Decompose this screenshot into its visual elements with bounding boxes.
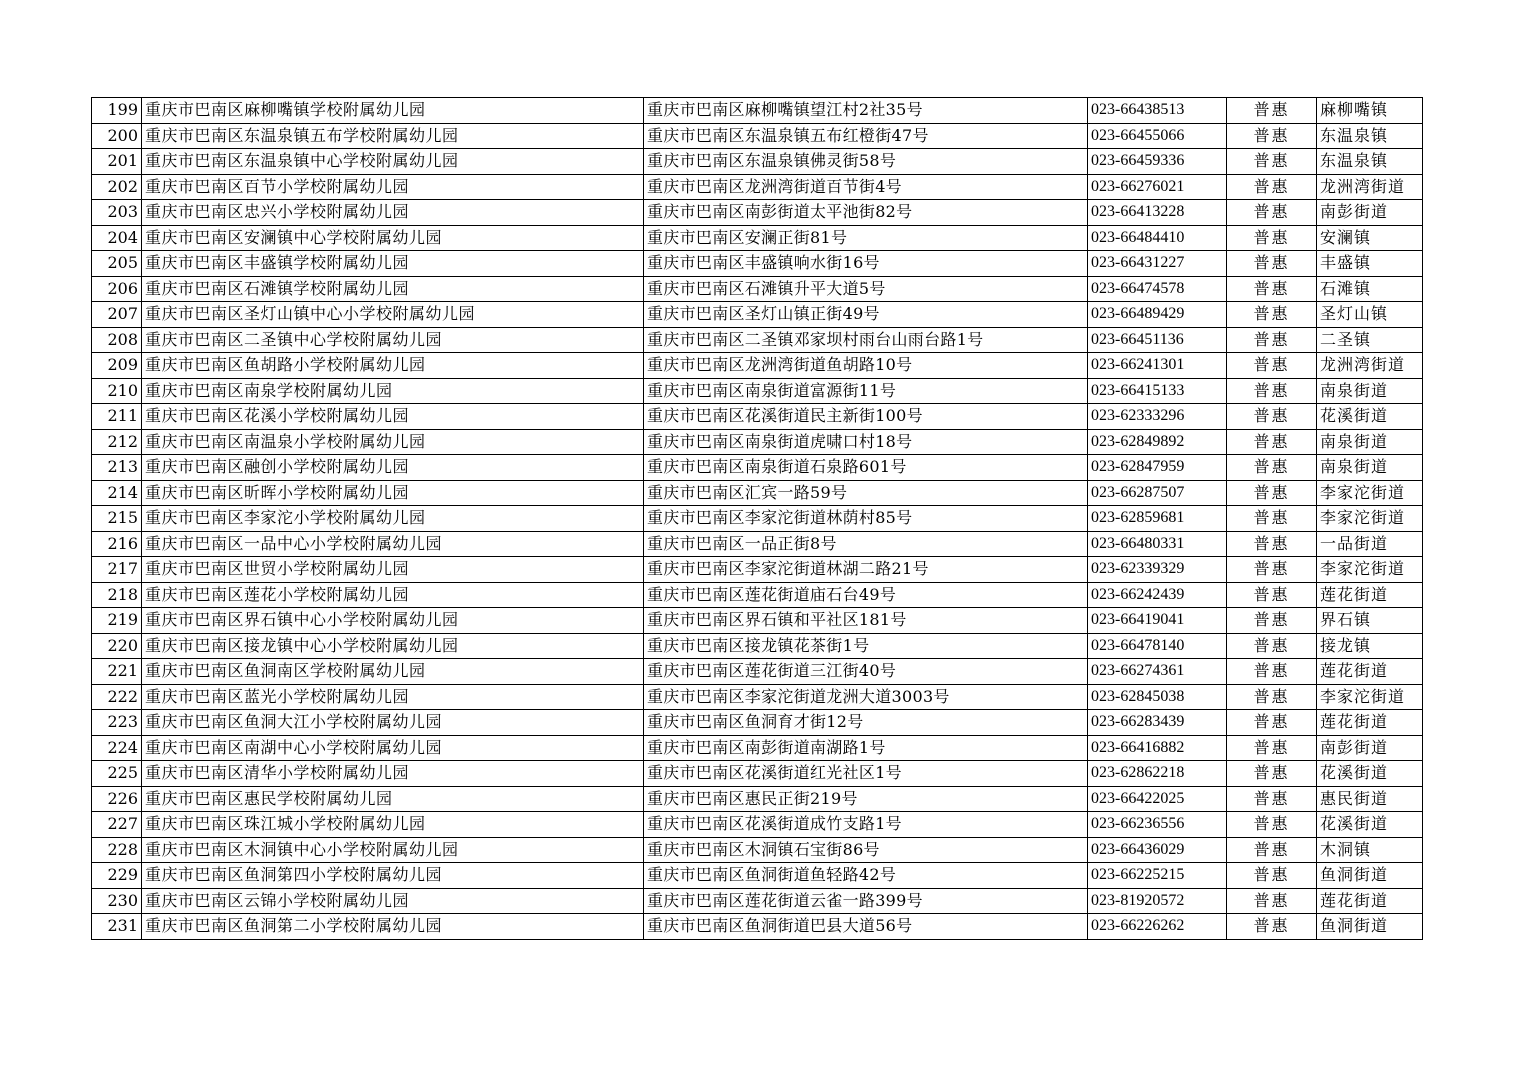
row-number-cell: 213 — [92, 455, 142, 481]
table-row — [92, 684, 1423, 710]
kindergarten-name-cell: 重庆市巴南区世贸小学校附属幼儿园 — [142, 557, 644, 583]
type-cell: 普惠 — [1227, 123, 1317, 149]
phone-cell: 023-66484410 — [1088, 225, 1227, 251]
phone-cell: 023-62849892 — [1088, 429, 1227, 455]
street-cell: 南泉街道 — [1317, 455, 1423, 481]
table-row — [92, 582, 1423, 608]
row-number-cell: 229 — [92, 863, 142, 889]
kindergarten-name-cell: 重庆市巴南区莲花小学校附属幼儿园 — [142, 582, 644, 608]
address-cell: 重庆市巴南区圣灯山镇正街49号 — [644, 302, 1088, 328]
address-cell: 重庆市巴南区鱼洞育才街12号 — [644, 710, 1088, 736]
table-row — [92, 633, 1423, 659]
type-cell: 普惠 — [1227, 302, 1317, 328]
kindergarten-name-cell: 重庆市巴南区一品中心小学校附属幼儿园 — [142, 531, 644, 557]
row-number-cell: 219 — [92, 608, 142, 634]
type-cell: 普惠 — [1227, 659, 1317, 685]
type-cell: 普惠 — [1227, 761, 1317, 787]
phone-cell: 023-66419041 — [1088, 608, 1227, 634]
phone-cell: 023-62862218 — [1088, 761, 1227, 787]
phone-cell: 023-66274361 — [1088, 659, 1227, 685]
type-cell: 普惠 — [1227, 98, 1317, 124]
phone-cell: 023-66480331 — [1088, 531, 1227, 557]
type-cell: 普惠 — [1227, 888, 1317, 914]
street-cell: 花溪街道 — [1317, 812, 1423, 838]
address-cell: 重庆市巴南区莲花街道云雀一路399号 — [644, 888, 1088, 914]
row-number-cell: 216 — [92, 531, 142, 557]
address-cell: 重庆市巴南区李家沱街道林湖二路21号 — [644, 557, 1088, 583]
table-row — [92, 98, 1423, 124]
table-row — [92, 378, 1423, 404]
phone-cell: 023-66416882 — [1088, 735, 1227, 761]
type-cell: 普惠 — [1227, 735, 1317, 761]
phone-cell: 023-66283439 — [1088, 710, 1227, 736]
street-cell: 南彭街道 — [1317, 200, 1423, 226]
address-cell: 重庆市巴南区南彭街道南湖路1号 — [644, 735, 1088, 761]
phone-cell: 023-66226262 — [1088, 914, 1227, 940]
table-row — [92, 531, 1423, 557]
row-number-cell: 224 — [92, 735, 142, 761]
address-cell: 重庆市巴南区丰盛镇响水街16号 — [644, 251, 1088, 277]
address-cell: 重庆市巴南区安澜正街81号 — [644, 225, 1088, 251]
type-cell: 普惠 — [1227, 149, 1317, 175]
row-number-cell: 231 — [92, 914, 142, 940]
table-row — [92, 761, 1423, 787]
type-cell: 普惠 — [1227, 557, 1317, 583]
kindergarten-name-cell: 重庆市巴南区融创小学校附属幼儿园 — [142, 455, 644, 481]
kindergarten-name-cell: 重庆市巴南区花溪小学校附属幼儿园 — [142, 404, 644, 430]
street-cell: 鱼洞街道 — [1317, 914, 1423, 940]
table-row — [92, 710, 1423, 736]
address-cell: 重庆市巴南区龙洲湾街道百节街4号 — [644, 174, 1088, 200]
address-cell: 重庆市巴南区南泉街道富源街11号 — [644, 378, 1088, 404]
table-row — [92, 914, 1423, 940]
table-row — [92, 174, 1423, 200]
street-cell: 李家沱街道 — [1317, 557, 1423, 583]
phone-cell: 023-66451136 — [1088, 327, 1227, 353]
street-cell: 圣灯山镇 — [1317, 302, 1423, 328]
table-row — [92, 404, 1423, 430]
table-row — [92, 251, 1423, 277]
street-cell: 石滩镇 — [1317, 276, 1423, 302]
type-cell: 普惠 — [1227, 251, 1317, 277]
address-cell: 重庆市巴南区接龙镇花茶街1号 — [644, 633, 1088, 659]
type-cell: 普惠 — [1227, 225, 1317, 251]
phone-cell: 023-66287507 — [1088, 480, 1227, 506]
type-cell: 普惠 — [1227, 276, 1317, 302]
phone-cell: 023-66422025 — [1088, 786, 1227, 812]
row-number-cell: 223 — [92, 710, 142, 736]
row-number-cell: 221 — [92, 659, 142, 685]
phone-cell: 023-66438513 — [1088, 98, 1227, 124]
row-number-cell: 225 — [92, 761, 142, 787]
address-cell: 重庆市巴南区花溪街道红光社区1号 — [644, 761, 1088, 787]
phone-cell: 023-66236556 — [1088, 812, 1227, 838]
street-cell: 花溪街道 — [1317, 761, 1423, 787]
table-row — [92, 123, 1423, 149]
address-cell: 重庆市巴南区东温泉镇佛灵街58号 — [644, 149, 1088, 175]
street-cell: 莲花街道 — [1317, 710, 1423, 736]
address-cell: 重庆市巴南区鱼洞街道鱼轻路42号 — [644, 863, 1088, 889]
type-cell: 普惠 — [1227, 812, 1317, 838]
table-row — [92, 863, 1423, 889]
table-row — [92, 302, 1423, 328]
row-number-cell: 211 — [92, 404, 142, 430]
row-number-cell: 228 — [92, 837, 142, 863]
table-row — [92, 557, 1423, 583]
address-cell: 重庆市巴南区一品正街8号 — [644, 531, 1088, 557]
kindergarten-name-cell: 重庆市巴南区蓝光小学校附属幼儿园 — [142, 684, 644, 710]
type-cell: 普惠 — [1227, 837, 1317, 863]
address-cell: 重庆市巴南区南彭街道太平池街82号 — [644, 200, 1088, 226]
address-cell: 重庆市巴南区莲花街道三江街40号 — [644, 659, 1088, 685]
table-row — [92, 353, 1423, 379]
table-row — [92, 225, 1423, 251]
kindergarten-name-cell: 重庆市巴南区麻柳嘴镇学校附属幼儿园 — [142, 98, 644, 124]
street-cell: 南彭街道 — [1317, 735, 1423, 761]
kindergarten-name-cell: 重庆市巴南区接龙镇中心小学校附属幼儿园 — [142, 633, 644, 659]
street-cell: 木洞镇 — [1317, 837, 1423, 863]
row-number-cell: 206 — [92, 276, 142, 302]
kindergarten-name-cell: 重庆市巴南区李家沱小学校附属幼儿园 — [142, 506, 644, 532]
address-cell: 重庆市巴南区南泉街道石泉路601号 — [644, 455, 1088, 481]
phone-cell: 023-62847959 — [1088, 455, 1227, 481]
phone-cell: 023-66459336 — [1088, 149, 1227, 175]
type-cell: 普惠 — [1227, 174, 1317, 200]
row-number-cell: 222 — [92, 684, 142, 710]
street-cell: 麻柳嘴镇 — [1317, 98, 1423, 124]
row-number-cell: 226 — [92, 786, 142, 812]
table-row — [92, 506, 1423, 532]
row-number-cell: 227 — [92, 812, 142, 838]
street-cell: 界石镇 — [1317, 608, 1423, 634]
address-cell: 重庆市巴南区龙洲湾街道鱼胡路10号 — [644, 353, 1088, 379]
phone-cell: 023-66474578 — [1088, 276, 1227, 302]
kindergarten-name-cell: 重庆市巴南区东温泉镇中心学校附属幼儿园 — [142, 149, 644, 175]
kindergarten-name-cell: 重庆市巴南区惠民学校附属幼儿园 — [142, 786, 644, 812]
table-row — [92, 429, 1423, 455]
type-cell: 普惠 — [1227, 633, 1317, 659]
street-cell: 二圣镇 — [1317, 327, 1423, 353]
kindergarten-name-cell: 重庆市巴南区昕晖小学校附属幼儿园 — [142, 480, 644, 506]
phone-cell: 023-66455066 — [1088, 123, 1227, 149]
address-cell: 重庆市巴南区花溪街道成竹支路1号 — [644, 812, 1088, 838]
row-number-cell: 218 — [92, 582, 142, 608]
kindergarten-name-cell: 重庆市巴南区鱼洞南区学校附属幼儿园 — [142, 659, 644, 685]
street-cell: 莲花街道 — [1317, 659, 1423, 685]
street-cell: 接龙镇 — [1317, 633, 1423, 659]
address-cell: 重庆市巴南区惠民正街219号 — [644, 786, 1088, 812]
row-number-cell: 214 — [92, 480, 142, 506]
row-number-cell: 199 — [92, 98, 142, 124]
table-row — [92, 786, 1423, 812]
kindergarten-name-cell: 重庆市巴南区圣灯山镇中心小学校附属幼儿园 — [142, 302, 644, 328]
phone-cell: 023-66413228 — [1088, 200, 1227, 226]
type-cell: 普惠 — [1227, 710, 1317, 736]
phone-cell: 023-66431227 — [1088, 251, 1227, 277]
kindergarten-name-cell: 重庆市巴南区南泉学校附属幼儿园 — [142, 378, 644, 404]
table-body — [92, 98, 1423, 940]
kindergarten-name-cell: 重庆市巴南区鱼洞大江小学校附属幼儿园 — [142, 710, 644, 736]
street-cell: 南泉街道 — [1317, 429, 1423, 455]
address-cell: 重庆市巴南区南泉街道虎啸口村18号 — [644, 429, 1088, 455]
table-row — [92, 327, 1423, 353]
address-cell: 重庆市巴南区汇宾一路59号 — [644, 480, 1088, 506]
street-cell: 李家沱街道 — [1317, 480, 1423, 506]
type-cell: 普惠 — [1227, 531, 1317, 557]
street-cell: 李家沱街道 — [1317, 684, 1423, 710]
kindergarten-name-cell: 重庆市巴南区清华小学校附属幼儿园 — [142, 761, 644, 787]
phone-cell: 023-66276021 — [1088, 174, 1227, 200]
phone-cell: 023-62333296 — [1088, 404, 1227, 430]
row-number-cell: 201 — [92, 149, 142, 175]
row-number-cell: 212 — [92, 429, 142, 455]
street-cell: 惠民街道 — [1317, 786, 1423, 812]
row-number-cell: 200 — [92, 123, 142, 149]
kindergarten-name-cell: 重庆市巴南区鱼洞第四小学校附属幼儿园 — [142, 863, 644, 889]
type-cell: 普惠 — [1227, 200, 1317, 226]
address-cell: 重庆市巴南区石滩镇升平大道5号 — [644, 276, 1088, 302]
phone-cell: 023-66415133 — [1088, 378, 1227, 404]
type-cell: 普惠 — [1227, 582, 1317, 608]
phone-cell: 023-66242439 — [1088, 582, 1227, 608]
phone-cell: 023-66436029 — [1088, 837, 1227, 863]
table-row — [92, 455, 1423, 481]
kindergarten-name-cell: 重庆市巴南区鱼洞第二小学校附属幼儿园 — [142, 914, 644, 940]
phone-cell: 023-62339329 — [1088, 557, 1227, 583]
kindergarten-name-cell: 重庆市巴南区南湖中心小学校附属幼儿园 — [142, 735, 644, 761]
row-number-cell: 220 — [92, 633, 142, 659]
street-cell: 安澜镇 — [1317, 225, 1423, 251]
phone-cell: 023-66478140 — [1088, 633, 1227, 659]
kindergarten-name-cell: 重庆市巴南区忠兴小学校附属幼儿园 — [142, 200, 644, 226]
table-row — [92, 659, 1423, 685]
address-cell: 重庆市巴南区花溪街道民主新街100号 — [644, 404, 1088, 430]
address-cell: 重庆市巴南区李家沱街道林荫村85号 — [644, 506, 1088, 532]
table-row — [92, 200, 1423, 226]
street-cell: 一品街道 — [1317, 531, 1423, 557]
kindergarten-name-cell: 重庆市巴南区鱼胡路小学校附属幼儿园 — [142, 353, 644, 379]
table-row — [92, 888, 1423, 914]
row-number-cell: 209 — [92, 353, 142, 379]
kindergarten-table — [91, 97, 1423, 940]
phone-cell: 023-62859681 — [1088, 506, 1227, 532]
kindergarten-name-cell: 重庆市巴南区安澜镇中心学校附属幼儿园 — [142, 225, 644, 251]
table-row — [92, 735, 1423, 761]
table-row — [92, 837, 1423, 863]
row-number-cell: 204 — [92, 225, 142, 251]
type-cell: 普惠 — [1227, 404, 1317, 430]
table-row — [92, 608, 1423, 634]
address-cell: 重庆市巴南区二圣镇邓家坝村雨台山雨台路1号 — [644, 327, 1088, 353]
kindergarten-name-cell: 重庆市巴南区丰盛镇学校附属幼儿园 — [142, 251, 644, 277]
kindergarten-name-cell: 重庆市巴南区二圣镇中心学校附属幼儿园 — [142, 327, 644, 353]
row-number-cell: 210 — [92, 378, 142, 404]
kindergarten-name-cell: 重庆市巴南区南温泉小学校附属幼儿园 — [142, 429, 644, 455]
type-cell: 普惠 — [1227, 786, 1317, 812]
type-cell: 普惠 — [1227, 353, 1317, 379]
street-cell: 李家沱街道 — [1317, 506, 1423, 532]
address-cell: 重庆市巴南区李家沱街道龙洲大道3003号 — [644, 684, 1088, 710]
row-number-cell: 202 — [92, 174, 142, 200]
phone-cell: 023-66225215 — [1088, 863, 1227, 889]
kindergarten-name-cell: 重庆市巴南区石滩镇学校附属幼儿园 — [142, 276, 644, 302]
street-cell: 龙洲湾街道 — [1317, 353, 1423, 379]
type-cell: 普惠 — [1227, 429, 1317, 455]
kindergarten-name-cell: 重庆市巴南区珠江城小学校附属幼儿园 — [142, 812, 644, 838]
table-row — [92, 480, 1423, 506]
type-cell: 普惠 — [1227, 506, 1317, 532]
row-number-cell: 203 — [92, 200, 142, 226]
kindergarten-name-cell: 重庆市巴南区东温泉镇五布学校附属幼儿园 — [142, 123, 644, 149]
table-row — [92, 149, 1423, 175]
phone-cell: 023-81920572 — [1088, 888, 1227, 914]
phone-cell: 023-62845038 — [1088, 684, 1227, 710]
street-cell: 东温泉镇 — [1317, 149, 1423, 175]
row-number-cell: 205 — [92, 251, 142, 277]
type-cell: 普惠 — [1227, 455, 1317, 481]
type-cell: 普惠 — [1227, 684, 1317, 710]
address-cell: 重庆市巴南区东温泉镇五布红橙街47号 — [644, 123, 1088, 149]
address-cell: 重庆市巴南区麻柳嘴镇望江村2社35号 — [644, 98, 1088, 124]
kindergarten-name-cell: 重庆市巴南区界石镇中心小学校附属幼儿园 — [142, 608, 644, 634]
row-number-cell: 215 — [92, 506, 142, 532]
street-cell: 鱼洞街道 — [1317, 863, 1423, 889]
street-cell: 莲花街道 — [1317, 888, 1423, 914]
type-cell: 普惠 — [1227, 378, 1317, 404]
type-cell: 普惠 — [1227, 914, 1317, 940]
table-row — [92, 276, 1423, 302]
street-cell: 花溪街道 — [1317, 404, 1423, 430]
kindergarten-name-cell: 重庆市巴南区木洞镇中心小学校附属幼儿园 — [142, 837, 644, 863]
type-cell: 普惠 — [1227, 480, 1317, 506]
address-cell: 重庆市巴南区木洞镇石宝街86号 — [644, 837, 1088, 863]
row-number-cell: 208 — [92, 327, 142, 353]
phone-cell: 023-66241301 — [1088, 353, 1227, 379]
type-cell: 普惠 — [1227, 608, 1317, 634]
type-cell: 普惠 — [1227, 863, 1317, 889]
kindergarten-name-cell: 重庆市巴南区百节小学校附属幼儿园 — [142, 174, 644, 200]
address-cell: 重庆市巴南区莲花街道庙石台49号 — [644, 582, 1088, 608]
street-cell: 南泉街道 — [1317, 378, 1423, 404]
row-number-cell: 207 — [92, 302, 142, 328]
street-cell: 东温泉镇 — [1317, 123, 1423, 149]
type-cell: 普惠 — [1227, 327, 1317, 353]
kindergarten-name-cell: 重庆市巴南区云锦小学校附属幼儿园 — [142, 888, 644, 914]
table-row — [92, 812, 1423, 838]
address-cell: 重庆市巴南区界石镇和平社区181号 — [644, 608, 1088, 634]
row-number-cell: 230 — [92, 888, 142, 914]
street-cell: 丰盛镇 — [1317, 251, 1423, 277]
address-cell: 重庆市巴南区鱼洞街道巴县大道56号 — [644, 914, 1088, 940]
street-cell: 龙洲湾街道 — [1317, 174, 1423, 200]
street-cell: 莲花街道 — [1317, 582, 1423, 608]
row-number-cell: 217 — [92, 557, 142, 583]
phone-cell: 023-66489429 — [1088, 302, 1227, 328]
